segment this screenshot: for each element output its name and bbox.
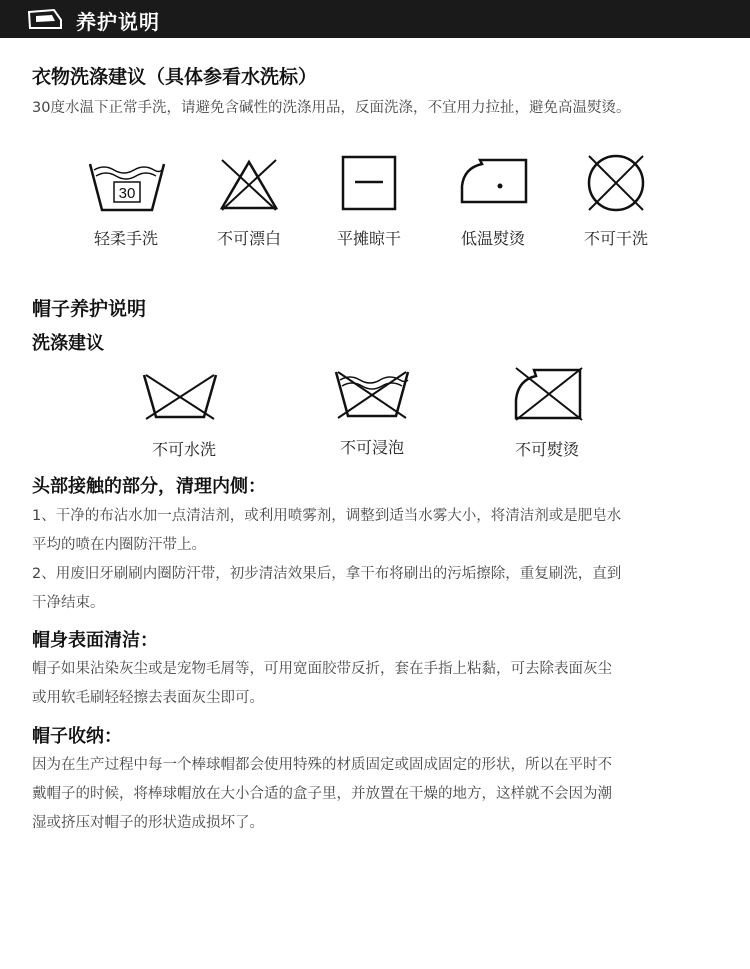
storage-line-3: 湿或挤压对帽子的形状造成损坏了。 bbox=[32, 815, 264, 831]
low-iron-icon bbox=[460, 158, 530, 206]
storage-line-2: 戴帽子的时候，将棒球帽放在大小合适的盒子里，并放置在干燥的地方，这样就不会因为潮 bbox=[32, 786, 612, 802]
hat-wash-title: 洗涤建议 bbox=[32, 333, 104, 354]
clothing-desc: 30度水温下正常手洗，请避免含碱性的洗涤用品，反面洗涤，不宜用力拉扯，避免高温熨烫。 bbox=[32, 100, 631, 116]
no-soak-label: 不可浸泡 bbox=[339, 438, 404, 457]
storage-title: 帽子收纳： bbox=[32, 726, 122, 747]
dry-flat-icon bbox=[341, 155, 397, 211]
surface-clean-title: 帽身表面清洁： bbox=[32, 630, 158, 651]
cap-logo-icon bbox=[28, 8, 62, 30]
hand-wash-label: 轻柔手洗 bbox=[93, 229, 158, 248]
inner-clean-title: 头部接触的部分，清理内侧： bbox=[32, 476, 266, 497]
dry-flat-label: 平摊晾干 bbox=[336, 229, 401, 248]
no-wash-label: 不可水洗 bbox=[151, 440, 216, 459]
no-wash-icon bbox=[142, 371, 218, 421]
no-bleach-label: 不可漂白 bbox=[216, 229, 281, 248]
low-iron-label: 低温熨烫 bbox=[460, 229, 525, 248]
inner-clean-line-4: 干净结束。 bbox=[32, 595, 105, 611]
inner-clean-line-2: 平均的喷在内圈防汗带上。 bbox=[32, 537, 206, 553]
no-bleach-icon bbox=[218, 158, 280, 212]
page-title: 养护说明 bbox=[76, 10, 160, 34]
inner-clean-line-3: 2、用废旧牙刷刷内圈防汗带，初步清洁效果后，拿干布将刷出的污垢擦除，重复刷洗，直到 bbox=[32, 566, 622, 582]
storage-line-1: 因为在生产过程中每一个棒球帽都会使用特殊的材质固定或固成固定的形状，所以在平时不 bbox=[32, 757, 612, 773]
wash-temp-label: 30 bbox=[118, 185, 136, 202]
no-dry-clean-label: 不可干洗 bbox=[583, 229, 648, 248]
no-dry-clean-icon bbox=[585, 152, 647, 214]
hand-wash-30-icon bbox=[88, 158, 166, 216]
hat-care-title: 帽子养护说明 bbox=[32, 298, 147, 320]
surface-clean-line-2: 或用软毛刷轻轻擦去表面灰尘即可。 bbox=[32, 690, 264, 706]
inner-clean-line-1: 1、干净的布沾水加一点清洁剂，或利用喷雾剂，调整到适当水雾大小，将清洁剂或是肥皂水 bbox=[32, 508, 622, 524]
surface-clean-line-1: 帽子如果沾染灰尘或是宠物毛屑等，可用宽面胶带反折，套在手指上粘黏，可去除表面灰尘 bbox=[32, 661, 612, 677]
no-soak-icon bbox=[334, 368, 410, 420]
no-iron-icon bbox=[514, 366, 584, 422]
no-iron-label: 不可熨烫 bbox=[514, 440, 579, 459]
clothing-title: 衣物洗涤建议（具体参看水洗标） bbox=[32, 66, 318, 88]
header-bar bbox=[0, 0, 750, 38]
